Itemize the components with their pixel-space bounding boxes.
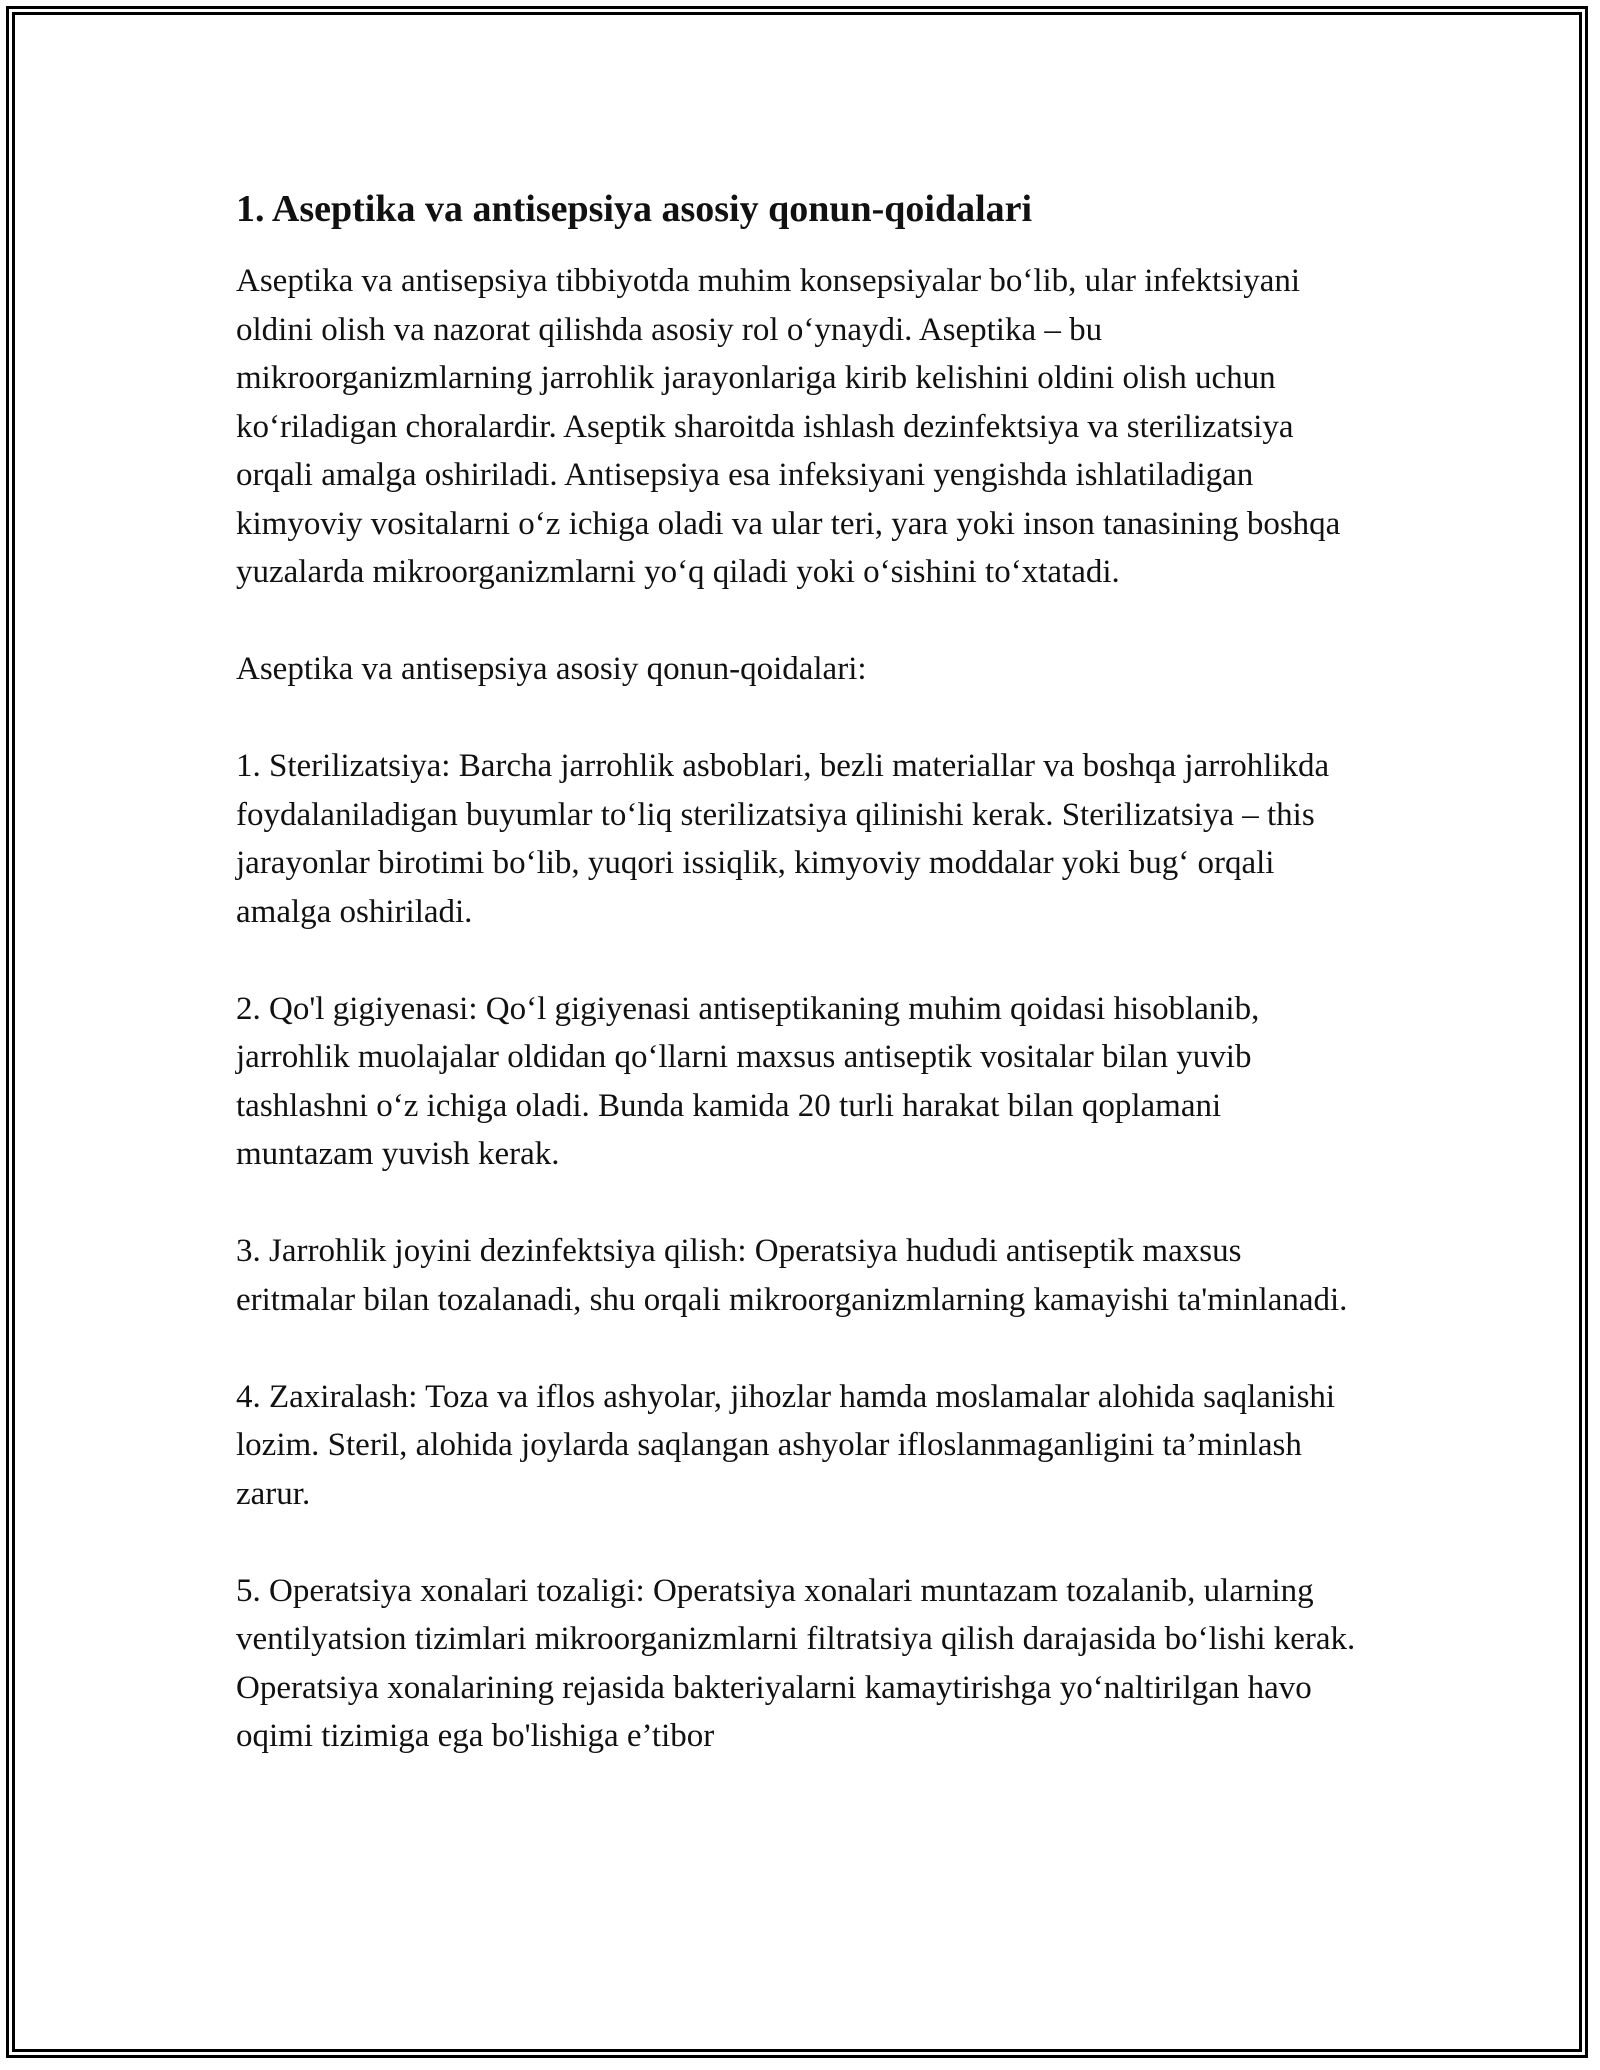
rule-item-site-disinfection: 3. Jarrohlik joyini dezinfektsiya qilish: Operatsiya hududi antiseptik maxsus eritmalar bilan tozalanadi, shu orqali mikroorganizmlarning kamayishi ta'minlanadi. — [236, 1233, 1348, 1318]
list-title: Aseptika va antisepsiya asosiy qonun-qoidalari: — [236, 651, 867, 687]
rule-item-sterilization: 1. Sterilizatsiya: Barcha jarrohlik asboblari, bezli materiallar va boshqa jarrohlikda foydalaniladigan buyumlar to‘liq sterilizatsiya qilinishi kerak. Sterilizatsiya – this jarayonlar birotimi bo‘lib, yuqori issiqlik, kimyoviy moddalar yoki bug‘ orqali amalga oshiriladi. — [236, 748, 1330, 930]
rule-item-hand-hygiene: 2. Qo'l gigiyenasi: Qo‘l gigiyenasi antiseptikaning muhim qoidasi hisoblanib, jarrohlik muolajalar oldidan qo‘llarni maxsus antiseptik vositalar bilan yuvib tashlashni o‘z ichiga oladi. Bunda kamida 20 turli harakat bilan qoplamani muntazam yuvish kerak. — [236, 990, 1260, 1172]
intro-paragraph: Aseptika va antisepsiya tibbiyotda muhim konsepsiyalar bo‘lib, ular infektsiyani oldini olish va nazorat qilishda asosiy rol o‘ynaydi. Aseptika – bu mikroorganizmlarning jarrohlik jarayonlariga kirib kelishini oldini olish uchun ko‘riladigan choralardir. Aseptik sharoitda ishlash dezinfektsiya va sterilizatsiya orqali amalga oshiriladi. Antisepsiya esa infeksiyani yengishda ishlatiladigan kimyoviy vositalarni o‘z ichiga oladi va ular teri, yara yoki inson tanasining boshqa yuzalarda mikroorganizmlarni yo‘q qiladi yoki o‘sishini to‘xtatadi. — [236, 263, 1341, 590]
section-heading: 1. Aseptika va antisepsiya asosiy qonun-qoidalari — [236, 188, 1033, 230]
rule-item-storage: 4. Zaxiralash: Toza va iflos ashyolar, jihozlar hamda moslamalar alohida saqlanishi lozim. Steril, alohida joylarda saqlangan ashyolar ifloslanmaganligini ta’minlash zarur. — [236, 1378, 1336, 1512]
document-body — [236, 185, 1366, 1761]
rule-item-operating-room: 5. Operatsiya xonalari tozaligi: Operatsiya xonalari muntazam tozalanib, ularning ventilyatsion tizimlari mikroorganizmlarni filtratsiya qilish darajasida bo‘lishi kerak. Operatsiya xonalarining rejasida bakteriyalarni kamaytirishga yo‘naltirilgan havo oqimi tizimiga ega bo'lishiga e’tibor — [236, 1572, 1356, 1754]
